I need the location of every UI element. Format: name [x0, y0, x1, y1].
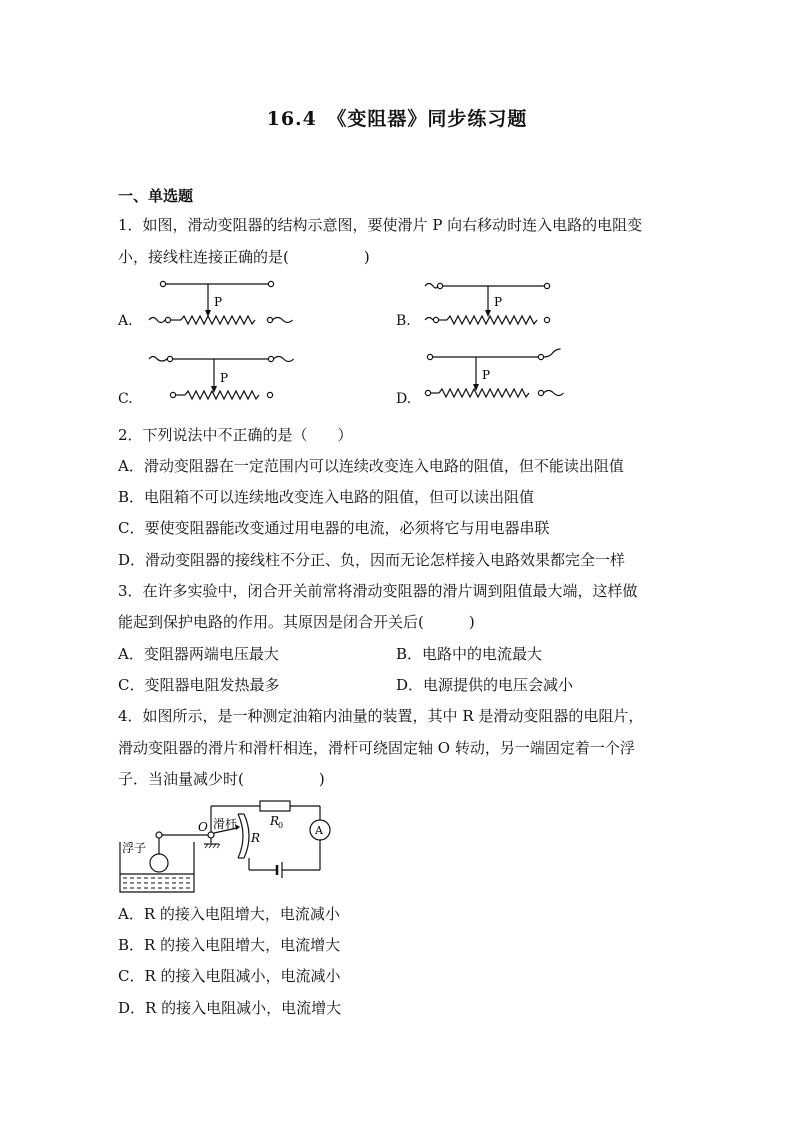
- q2-option-d: D．滑动变阻器的接线柱不分正、负，因而无论怎样接入电路效果都完全一样: [118, 551, 626, 569]
- question-1-line-1: 1．如图，滑动变阻器的结构示意图，要使滑片 P 向右移动时连入电路的电阻变: [118, 216, 643, 234]
- question-4-line-3: 子．当油量减少时( ): [118, 770, 325, 788]
- q1-option-c-label: C.: [118, 391, 133, 407]
- float-label: 浮子: [122, 841, 147, 855]
- question-4-line-2: 滑动变阻器的滑片和滑杆相连，滑杆可绕固定轴 O 转动，另一端固定着一个浮: [118, 739, 635, 757]
- slider-label: P: [220, 371, 229, 385]
- question-1-line-2: 小，接线柱连接正确的是( ): [118, 248, 370, 266]
- rheostat-diagram-a: [145, 276, 305, 334]
- q3-option-b: B．电路中的电流最大: [396, 645, 543, 663]
- q2-option-a: A．滑动变阻器在一定范围内可以连续改变连入电路的阻值，但不能读出阻值: [118, 457, 624, 475]
- q1-option-a-label: A.: [118, 313, 133, 329]
- q4-option-c: C．R 的接入电阻减小，电流减小: [118, 967, 341, 985]
- resistor-label: R: [251, 831, 261, 845]
- slider-label: P: [214, 295, 223, 309]
- q4-option-a: A．R 的接入电阻增大，电流减小: [118, 905, 340, 923]
- rheostat-diagram-b: [423, 278, 583, 334]
- q2-option-c: C．要使变阻器能改变通过用电器的电流，必须将它与用电器串联: [118, 519, 550, 537]
- pivot-label: O: [198, 820, 208, 834]
- question-4-line-1: 4．如图所示，是一种测定油箱内油量的装置，其中 R 是滑动变阻器的电阻片，: [118, 707, 644, 725]
- q3-option-c: C．变阻器电阻发热最多: [118, 676, 280, 694]
- page-title: 16.4 《变阻器》同步练习题: [266, 108, 528, 130]
- q3-option-a: A．变阻器两端电压最大: [118, 645, 279, 663]
- oil-gauge-diagram: [116, 790, 336, 898]
- slider-label: P: [482, 368, 491, 382]
- section-heading: 一、单选题: [118, 187, 194, 205]
- rod-label: 滑杆: [213, 817, 238, 831]
- fixed-resistor-subscript: 0: [278, 821, 284, 830]
- slider-label: P: [494, 295, 503, 309]
- rheostat-diagram-c: [145, 350, 305, 408]
- q4-option-d: D．R 的接入电阻减小，电流增大: [118, 999, 342, 1017]
- rheostat-diagram-d: [423, 346, 583, 404]
- fixed-resistor-label: R: [270, 814, 280, 828]
- q1-option-d-label: D.: [396, 391, 412, 407]
- q2-option-b: B．电阻箱不可以连续地改变连入电路的阻值，但可以读出阻值: [118, 488, 535, 506]
- q3-option-d: D．电源提供的电压会减小: [396, 676, 574, 694]
- question-3-line-2: 能起到保护电路的作用。其原因是闭合开关后( ): [118, 613, 475, 631]
- q4-option-b: B．R 的接入电阻增大，电流增大: [118, 936, 341, 954]
- q1-option-b-label: B.: [396, 313, 411, 329]
- ammeter-label: A: [315, 824, 323, 837]
- question-3-line-1: 3．在许多实验中，闭合开关前常将滑动变阻器的滑片调到阻值最大端，这样做: [118, 582, 638, 600]
- question-2-stem: 2．下列说法中不正确的是（ ）: [118, 426, 353, 444]
